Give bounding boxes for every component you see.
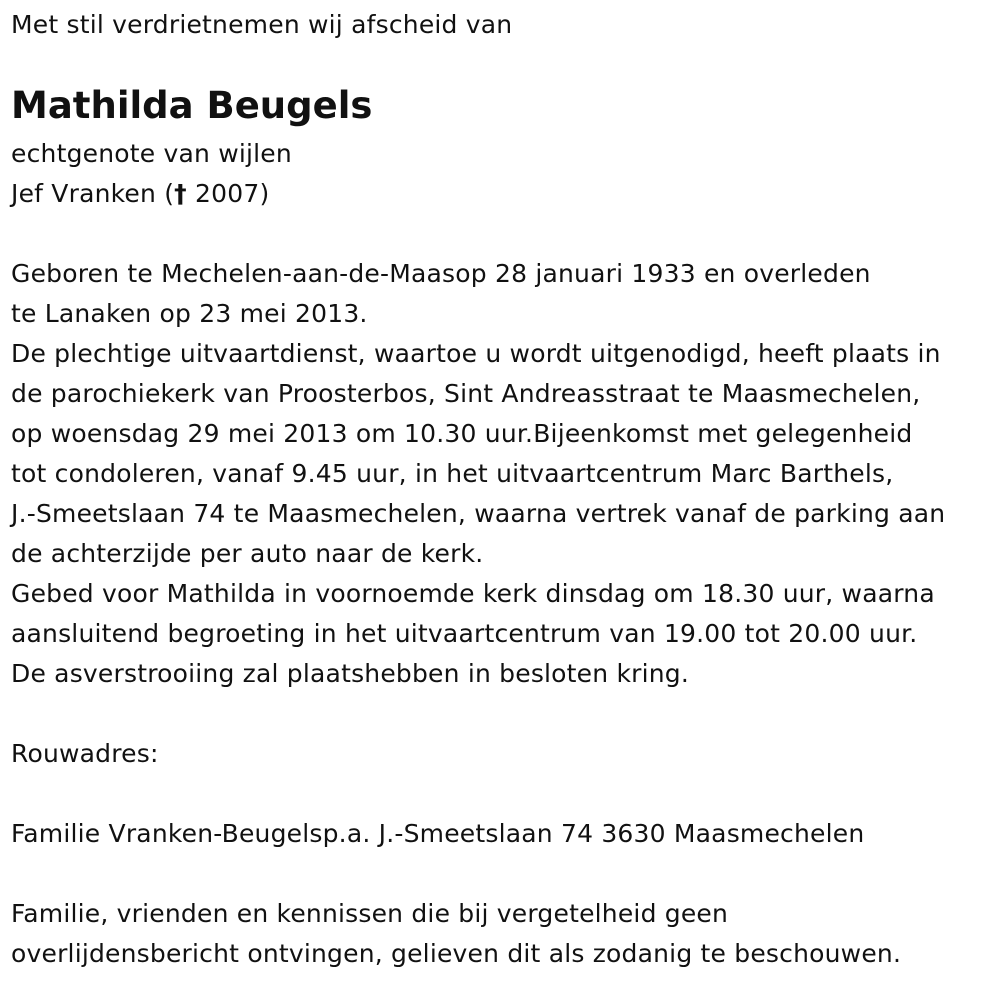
body-line: de parochiekerk van Proosterbos, Sint Andreasstraat te Maasmechelen, bbox=[11, 379, 921, 408]
funeral-details bbox=[11, 254, 945, 694]
spouse-block bbox=[11, 134, 292, 214]
body-line: te Lanaken op 23 mei 2013. bbox=[11, 299, 368, 328]
deceased-name: Mathilda Beugels bbox=[11, 84, 373, 127]
spouse-line bbox=[11, 174, 292, 214]
spouse-name: Jef Vranken ( bbox=[11, 179, 175, 208]
body-line: de achterzijde per auto naar de kerk. bbox=[11, 539, 484, 568]
cross-icon: † bbox=[174, 179, 187, 208]
body-line: J.-Smeetslaan 74 te Maasmechelen, waarna vertrek vanaf de parking aan bbox=[11, 499, 946, 528]
body-line: Gebed voor Mathilda in voornoemde kerk dinsdag om 18.30 uur, waarna bbox=[11, 579, 935, 608]
closing-line: Familie, vrienden en kennissen die bij vergetelheid geen bbox=[11, 899, 729, 928]
body-line: De asverstrooiing zal plaatshebben in besloten kring. bbox=[11, 659, 690, 688]
mourning-address: Familie Vranken-Beugelsp.a. J.-Smeetslaan 74 3630 Maasmechelen bbox=[11, 819, 865, 848]
spouse-relation: echtgenote van wijlen bbox=[11, 139, 292, 168]
body-line: tot condoleren, vanaf 9.45 uur, in het uitvaartcentrum Marc Barthels, bbox=[11, 459, 894, 488]
intro-text: Met stil verdrietnemen wij afscheid van bbox=[11, 10, 513, 39]
spouse-death-year: 2007) bbox=[186, 179, 270, 208]
body-line: De plechtige uitvaartdienst, waartoe u wordt uitgenodigd, heeft plaats in bbox=[11, 339, 941, 368]
body-line: aansluitend begroeting in het uitvaartcentrum van 19.00 tot 20.00 uur. bbox=[11, 619, 918, 648]
address-label: Rouwadres: bbox=[11, 739, 159, 768]
body-line: op woensdag 29 mei 2013 om 10.30 uur.Bijeenkomst met gelegenheid bbox=[11, 419, 913, 448]
closing-line: overlijdensbericht ontvingen, gelieven dit als zodanig te beschouwen. bbox=[11, 939, 902, 968]
body-line: Geboren te Mechelen-aan-de-Maasop 28 januari 1933 en overleden bbox=[11, 259, 871, 288]
closing-note bbox=[11, 894, 901, 974]
